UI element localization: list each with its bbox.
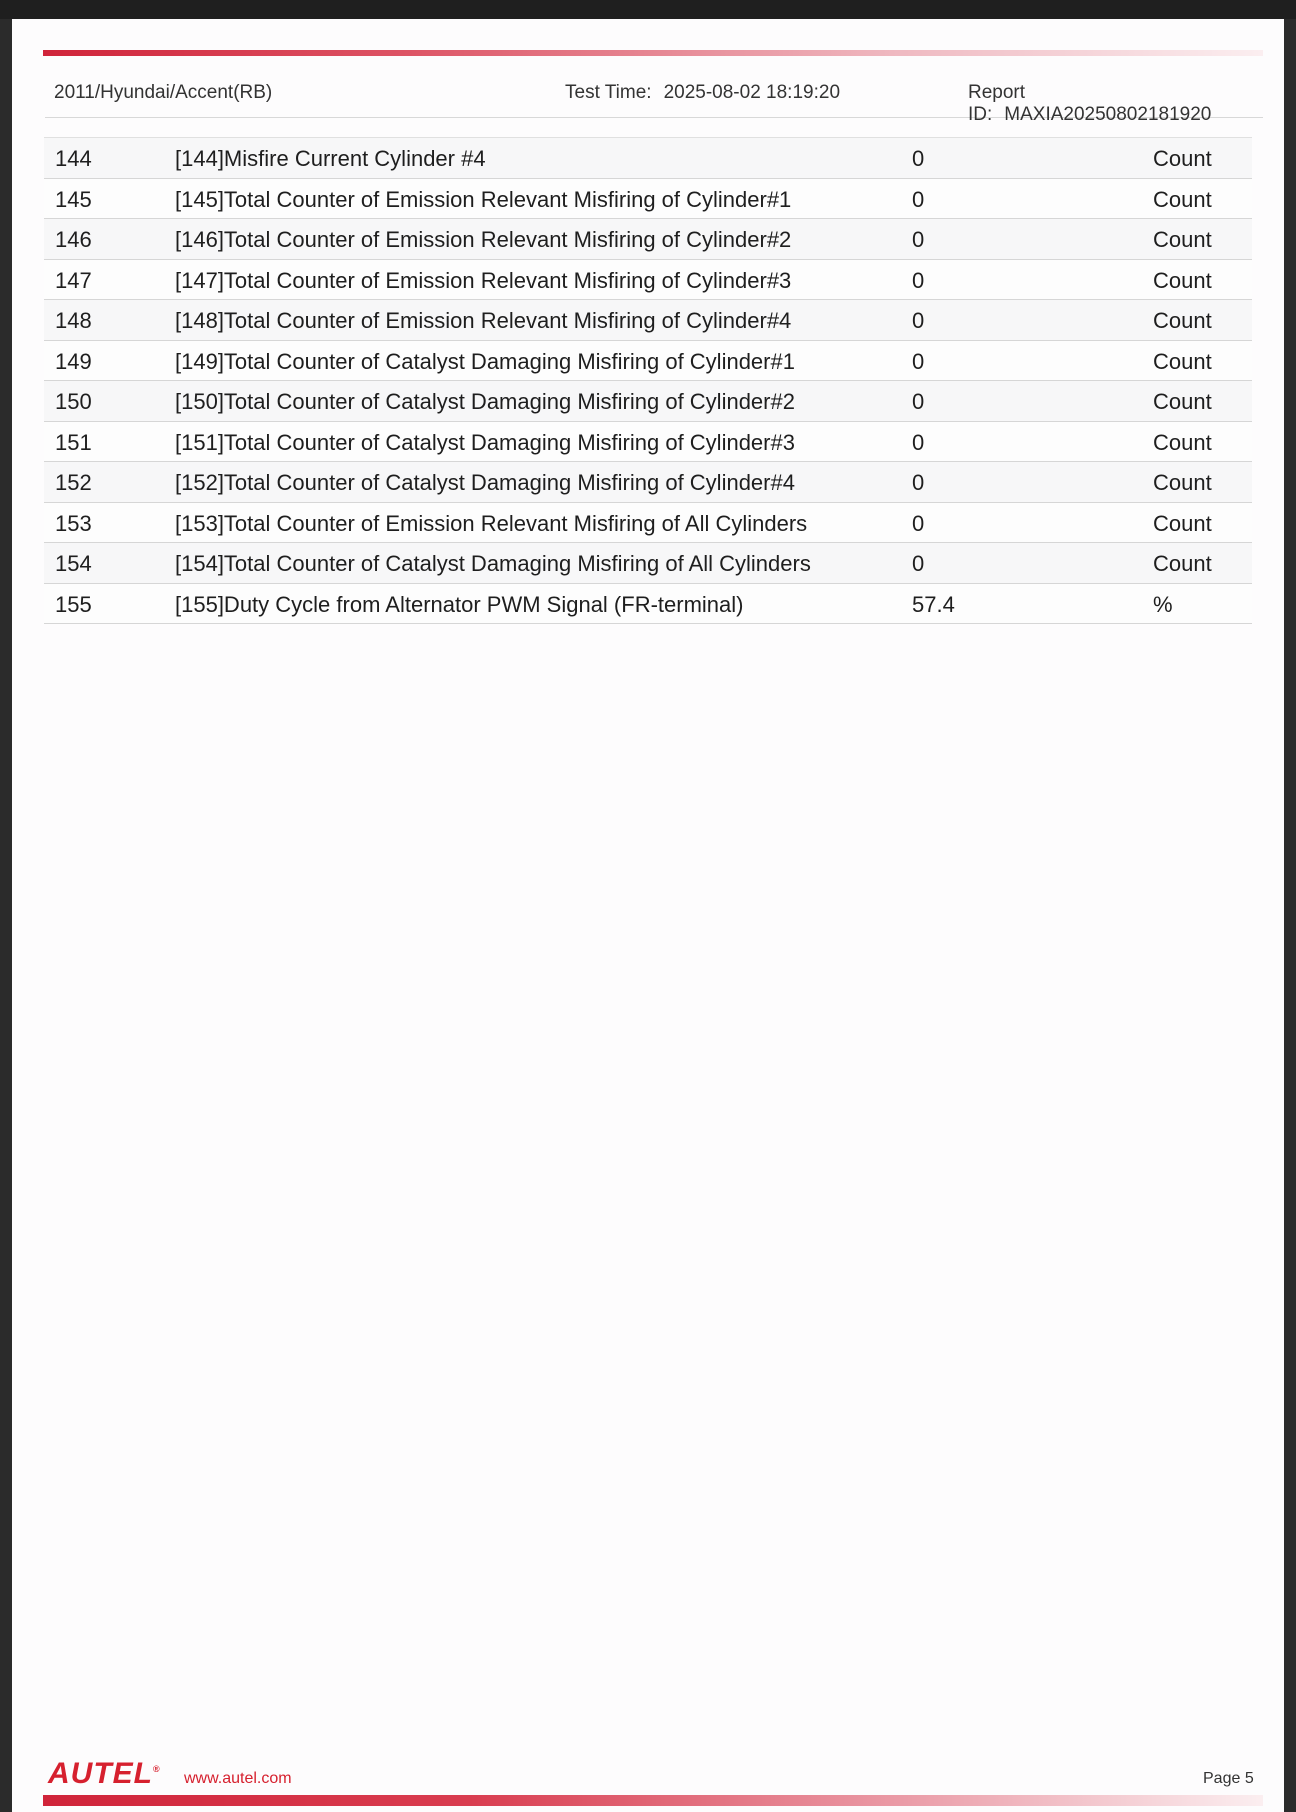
row-value: 0 <box>912 429 925 455</box>
data-stream-table <box>44 137 1252 624</box>
row-parameter-name: [148]Total Counter of Emission Relevant Misfiring of Cylinder#4 <box>175 308 792 333</box>
test-time-label: Test Time: <box>565 82 652 103</box>
row-unit: Count <box>1153 267 1212 293</box>
table-row <box>44 219 1252 260</box>
table-row <box>44 503 1252 544</box>
report-page <box>12 19 1284 1812</box>
row-number: 153 <box>55 510 92 536</box>
table-row <box>44 138 1252 179</box>
table-row <box>44 341 1252 382</box>
vehicle-info: 2011/Hyundai/Accent(RB) <box>54 82 273 103</box>
row-value: 0 <box>912 510 925 536</box>
row-parameter-name: [147]Total Counter of Emission Relevant Misfiring of Cylinder#3 <box>175 267 792 293</box>
row-unit: Count <box>1153 510 1212 536</box>
report-header <box>45 69 1263 125</box>
row-value: 0 <box>912 267 925 293</box>
table-row <box>44 260 1252 301</box>
row-parameter-name: [154]Total Counter of Catalyst Damaging Misfiring of All Cylinders <box>175 551 811 576</box>
row-parameter-name: [153]Total Counter of Emission Relevant Misfiring of All Cylinders <box>175 510 808 536</box>
row-number: 155 <box>55 591 92 617</box>
table-row <box>44 543 1252 584</box>
row-number: 154 <box>55 551 92 576</box>
test-time <box>565 82 840 104</box>
row-number: 145 <box>55 186 92 212</box>
row-parameter-name: [151]Total Counter of Catalyst Damaging Misfiring of Cylinder#3 <box>175 429 795 455</box>
viewer-scrollbar-track[interactable] <box>1284 19 1296 1812</box>
row-value: 57.4 <box>912 591 955 617</box>
table-row <box>44 462 1252 503</box>
table-row <box>44 179 1252 220</box>
row-parameter-name: [150]Total Counter of Catalyst Damaging Misfiring of Cylinder#2 <box>175 389 795 414</box>
row-unit: Count <box>1153 308 1212 333</box>
row-number: 146 <box>55 227 92 252</box>
row-number: 151 <box>55 429 92 455</box>
table-row <box>44 422 1252 463</box>
row-number: 148 <box>55 308 92 333</box>
row-value: 0 <box>912 227 925 252</box>
row-value: 0 <box>912 186 925 212</box>
row-value: 0 <box>912 308 925 333</box>
row-unit: Count <box>1153 227 1212 252</box>
row-parameter-name: [155]Duty Cycle from Alternator PWM Signal (FR-terminal) <box>175 591 744 617</box>
table-row <box>44 381 1252 422</box>
row-number: 149 <box>55 348 92 374</box>
top-accent-bar <box>43 50 1263 56</box>
row-unit: Count <box>1153 470 1212 495</box>
row-value: 0 <box>912 470 925 495</box>
row-parameter-name: [146]Total Counter of Emission Relevant Misfiring of Cylinder#2 <box>175 227 792 252</box>
row-parameter-name: [144]Misfire Current Cylinder #4 <box>175 146 486 171</box>
row-parameter-name: [149]Total Counter of Catalyst Damaging Misfiring of Cylinder#1 <box>175 348 795 374</box>
row-unit: % <box>1153 591 1173 617</box>
table-row <box>44 300 1252 341</box>
row-value: 0 <box>912 146 925 171</box>
row-value: 0 <box>912 389 925 414</box>
report-id-label: Report ID: <box>968 82 1026 125</box>
table-row <box>44 584 1252 625</box>
row-unit: Count <box>1153 146 1212 171</box>
row-unit: Count <box>1153 348 1212 374</box>
row-number: 152 <box>55 470 92 495</box>
website-link[interactable]: www.autel.com <box>184 1770 292 1787</box>
autel-logo: AUTEL® <box>48 1757 161 1790</box>
row-value: 0 <box>912 551 925 576</box>
row-unit: Count <box>1153 186 1212 212</box>
report-id <box>968 82 1263 126</box>
row-value: 0 <box>912 348 925 374</box>
page-number: Page 5 <box>1203 1770 1254 1787</box>
row-parameter-name: [145]Total Counter of Emission Relevant Misfiring of Cylinder#1 <box>175 186 792 212</box>
bottom-accent-bar <box>43 1795 1263 1806</box>
logo-text: AUTEL <box>48 1757 153 1790</box>
row-number: 147 <box>55 267 92 293</box>
report-id-value: MAXIA20250802181920 <box>1004 104 1212 125</box>
row-unit: Count <box>1153 429 1212 455</box>
row-number: 150 <box>55 389 92 414</box>
row-number: 144 <box>55 146 92 171</box>
row-unit: Count <box>1153 551 1212 576</box>
row-parameter-name: [152]Total Counter of Catalyst Damaging Misfiring of Cylinder#4 <box>175 470 795 495</box>
test-time-value: 2025-08-02 18:19:20 <box>663 82 841 103</box>
row-unit: Count <box>1153 389 1212 414</box>
viewer-top-bar <box>0 0 1296 19</box>
